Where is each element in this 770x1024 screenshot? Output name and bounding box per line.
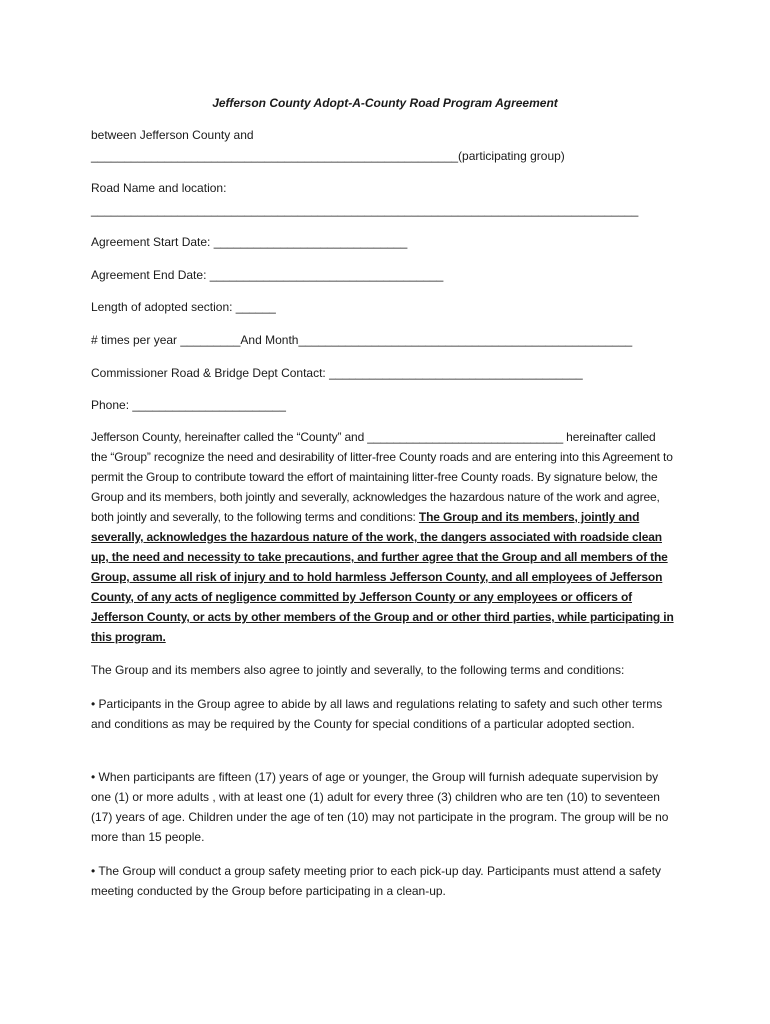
between-line: between Jefferson County and bbox=[91, 128, 254, 142]
road-name-blank: __________________________________________________________________________________ bbox=[91, 203, 639, 217]
section-length-line: Length of adopted section: ______ bbox=[91, 300, 276, 314]
terms-intro: The Group and its members also agree to jointly and severally, to the following terms and conditions: bbox=[91, 663, 625, 677]
bullet-safety-meeting: • The Group will conduct a group safety meeting prior to each pick-up day. Participants must attend a safety meeting conducted by the Group before participating in a clean-up. bbox=[91, 864, 662, 898]
liability-waiver-clause: The Group and its members, jointly and severally, acknowledges the hazardous nature of the work, the dangers associated with roadside clean up, the need and necessity to take precautions, and further agree that the Group and all members of the Group, assume all risk of injury and to hold harmless Jefferson County, and all employees of Jefferson County, of any acts of negligence committed by Jefferson County or any employees or officers of Jefferson County, or acts by other members of the Group and or other third parties, while participating in this program. bbox=[91, 510, 674, 644]
end-date-line: Agreement End Date: ___________________________________ bbox=[91, 268, 444, 282]
phone-line: Phone: _______________________ bbox=[91, 398, 286, 412]
times-per-year-line: # times per year _________And Month__________________________________________________ bbox=[91, 333, 633, 347]
document-title: Jefferson County Adopt-A-County Road Program Agreement bbox=[212, 96, 558, 110]
start-date-line: Agreement Start Date: _____________________________ bbox=[91, 235, 408, 249]
participating-group-line: _______________________________________________________(participating group) bbox=[91, 149, 565, 163]
bullet-safety-laws: • Participants in the Group agree to abide by all laws and regulations relating to safety and such other terms and conditions as may be required by the County for special conditions of a particular adopted section. bbox=[91, 697, 663, 731]
liability-intro: Jefferson County, hereinafter called the “County” and ______________________________ hereinafter called the “Group” recognize the need and desirability of litter-free County roads and are entering into this Agreement to permit the Group to contribute toward the effort of maintaining litter-free County roads. By signature below, the Group and its members, both jointly and severally, acknowledges the hazardous nature of the work and agree, both jointly and severally, to the following terms and conditions: bbox=[91, 430, 673, 524]
bullet-supervision: • When participants are fifteen (17) years of age or younger, the Group will furnish adequate supervision by one (1) or more adults , with at least one (1) adult for every three (3) children who are ten (10) to seventeen (17) years of age. Children under the age of ten (10) may not participate in the program. The group will be no more than 15 people. bbox=[91, 770, 669, 844]
road-name-label: Road Name and location: bbox=[91, 181, 227, 195]
liability-paragraph bbox=[91, 427, 674, 647]
contact-line: Commissioner Road & Bridge Dept Contact: ______________________________________ bbox=[91, 366, 583, 380]
